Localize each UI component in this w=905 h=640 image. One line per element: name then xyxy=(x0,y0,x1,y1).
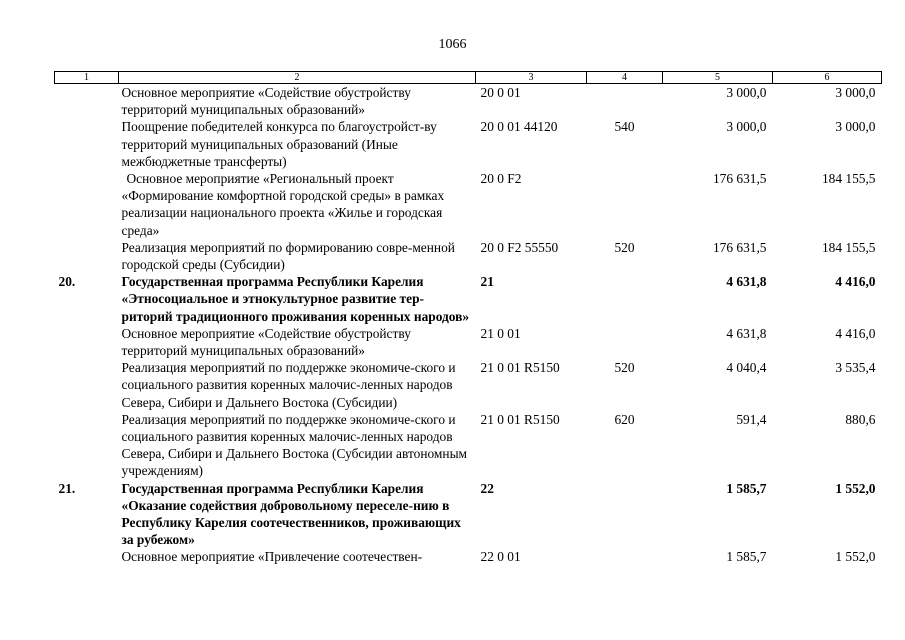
row-value-year-1: 591,4 xyxy=(736,411,767,427)
row-name: Основное мероприятие «Привлечение соотечествен- xyxy=(121,549,423,565)
row-value-year-2: 3 000,0 xyxy=(835,119,876,135)
row-name: Основное мероприятие «Содействие обустройству территорий муниципальных образований» xyxy=(121,85,411,118)
row-value-year-1: 4 631,8 xyxy=(726,274,767,290)
row-value-year-2: 3 535,4 xyxy=(835,360,876,376)
column-header-1: 1 xyxy=(55,72,119,84)
row-expense-type xyxy=(587,273,663,325)
row-number xyxy=(55,548,119,565)
row-value-year-1: 176 631,5 xyxy=(712,239,767,255)
row-name: Государственная программа Республики Карелия «Оказание содействия добровольному переселе-нию в Республику Карелия соотечественников, проживающих за рубежом» xyxy=(121,480,461,548)
row-code: 22 0 01 xyxy=(480,549,521,565)
table-row xyxy=(55,118,882,170)
table-row xyxy=(55,480,882,549)
row-code: 21 0 01 xyxy=(480,325,521,341)
row-value-year-1: 1 585,7 xyxy=(726,480,767,496)
row-value-year-1: 4 040,4 xyxy=(726,360,767,376)
table-body xyxy=(55,84,882,566)
row-value-year-2: 1 552,0 xyxy=(835,480,876,496)
row-expense-type xyxy=(587,480,663,549)
row-name: Основное мероприятие «Содействие обустройству территорий муниципальных образований» xyxy=(121,325,411,359)
row-value-year-2: 880,6 xyxy=(845,411,876,427)
row-number xyxy=(55,411,119,480)
page-number: 1066 xyxy=(438,37,467,52)
column-number-header xyxy=(55,72,882,84)
row-value-year-1: 3 000,0 xyxy=(726,119,767,135)
row-expense-type xyxy=(587,548,663,565)
budget-table xyxy=(54,71,882,566)
row-name: Основное мероприятие «Региональный проект «Формирование комфортной городской среды» в рамках реализации национального проекта «Жилье и городская среда» xyxy=(121,171,445,238)
row-expense-type xyxy=(587,325,663,359)
table-row xyxy=(55,359,882,411)
table-row xyxy=(55,548,882,565)
row-number: 20. xyxy=(58,274,76,290)
row-value-year-1: 3 000,0 xyxy=(726,85,767,100)
row-value-year-2: 1 552,0 xyxy=(835,549,876,565)
table-row xyxy=(55,411,882,480)
row-value-year-2: 4 416,0 xyxy=(835,325,876,341)
row-code: 20 0 01 44120 xyxy=(480,119,558,135)
row-expense-type: 520 xyxy=(614,239,635,255)
row-number xyxy=(55,170,119,239)
row-number xyxy=(55,118,119,170)
row-code: 20 0 F2 55550 xyxy=(480,239,559,255)
row-code: 20 0 F2 xyxy=(480,171,522,187)
row-value-year-2: 4 416,0 xyxy=(835,274,876,290)
column-header-2: 2 xyxy=(119,72,476,84)
row-value-year-2: 184 155,5 xyxy=(821,239,876,255)
table-row xyxy=(55,273,882,325)
row-name: Государственная программа Республики Карелия «Этносоциальное и этнокультурное развитие тер-риторий традиционного проживания коренных народов» xyxy=(121,274,470,324)
row-expense-type: 520 xyxy=(614,360,635,376)
row-name: Реализация мероприятий по поддержке экономиче-ского и социального развития коренных малочис-ленных народов Севера, Сибири и Дальнего Востока (Субсидии автономным учреждениям) xyxy=(121,411,468,479)
column-header-3: 3 xyxy=(476,72,587,84)
row-code: 20 0 01 xyxy=(480,85,521,100)
row-value-year-1: 176 631,5 xyxy=(712,171,767,187)
table-row xyxy=(55,170,882,239)
row-code: 21 0 01 R5150 xyxy=(480,411,560,427)
row-number xyxy=(55,359,119,411)
row-name: Реализация мероприятий по поддержке экономиче-ского и социального развития коренных малочис-ленных народов Севера, Сибири и Дальнего Востока (Субсидии) xyxy=(121,360,456,410)
table-row xyxy=(55,239,882,273)
row-expense-type: 540 xyxy=(614,119,635,135)
table-row xyxy=(55,325,882,359)
row-expense-type: 620 xyxy=(614,411,635,427)
row-code: 21 xyxy=(480,274,494,290)
row-value-year-1: 4 631,8 xyxy=(726,325,767,341)
column-header-6: 6 xyxy=(773,72,882,84)
table-row xyxy=(55,84,882,119)
row-code: 22 xyxy=(480,480,494,496)
row-value-year-2: 3 000,0 xyxy=(835,85,876,100)
row-name: Поощрение победителей конкурса по благоустройст-ву территорий муниципальных образований (Иные межбюджетные трансферты) xyxy=(121,119,437,169)
row-value-year-1: 1 585,7 xyxy=(726,549,767,565)
row-number xyxy=(55,325,119,359)
row-value-year-2: 184 155,5 xyxy=(821,171,876,187)
row-name: Реализация мероприятий по формированию совре-менной городской среды (Субсидии) xyxy=(121,239,455,273)
column-header-4: 4 xyxy=(587,72,663,84)
row-number xyxy=(55,84,119,119)
row-number xyxy=(55,239,119,273)
row-expense-type xyxy=(587,170,663,239)
row-number: 21. xyxy=(58,480,76,496)
row-code: 21 0 01 R5150 xyxy=(480,360,560,376)
row-expense-type xyxy=(587,84,663,119)
column-header-5: 5 xyxy=(663,72,773,84)
